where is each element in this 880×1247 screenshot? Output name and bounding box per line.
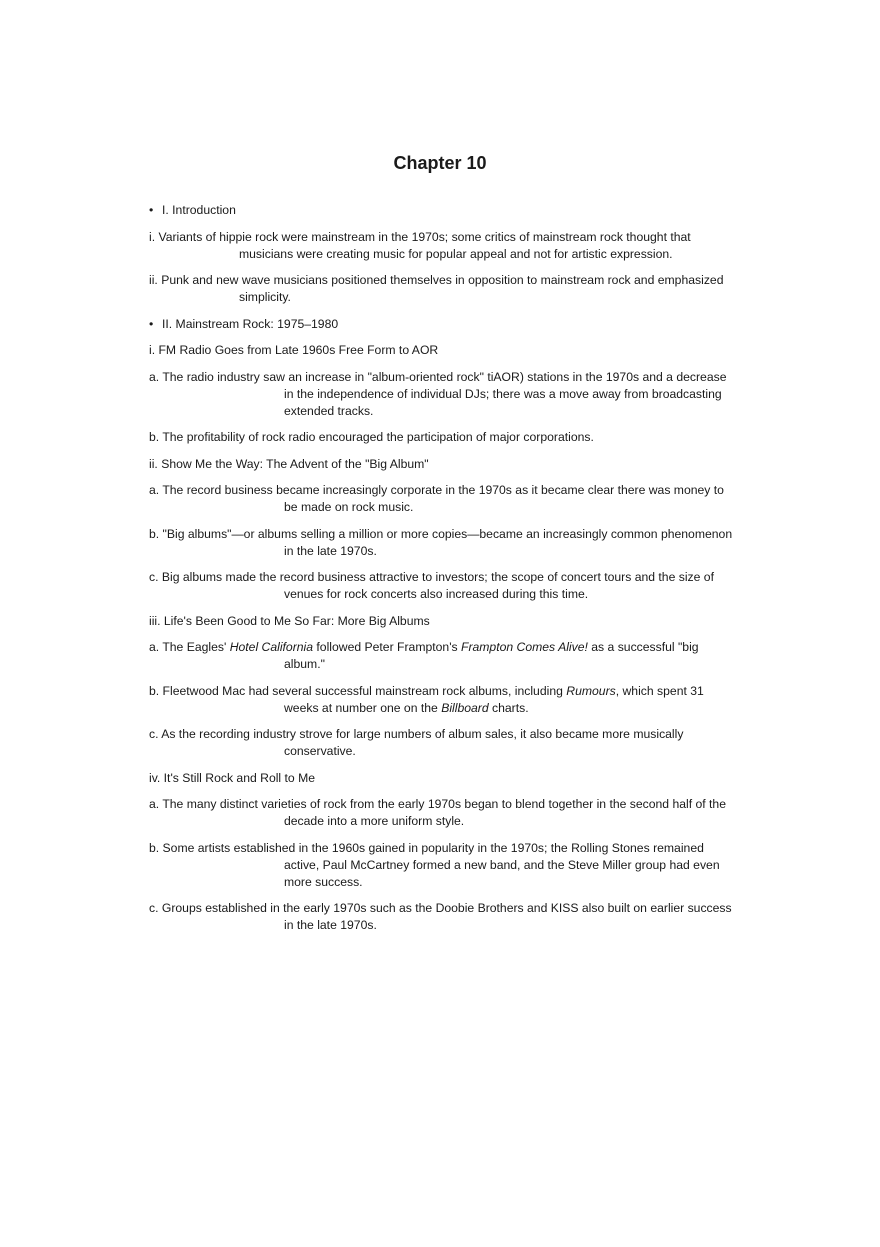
bullet-icon: • <box>149 203 154 217</box>
text-run: followed Peter Frampton's <box>313 640 461 654</box>
heading-text: I. Introduction <box>162 203 236 217</box>
subheading-more-big-albums: iii. Life's Been Good to Me So Far: More Big Albums <box>149 613 430 628</box>
heading-text: II. Mainstream Rock: 1975–1980 <box>162 316 339 331</box>
publication-billboard: Billboard <box>441 700 489 715</box>
text-run: b. Fleetwood Mac had several successful mainstream rock albums, including <box>149 683 567 698</box>
paragraph-intro-i: i. Variants of hippie rock were mainstream in the 1970s; some critics of mainstream rock thought that musicians were creating music for popular appeal and not for artistic expression. <box>149 229 691 261</box>
paragraph-big-a: a. The record business became increasingly corporate in the 1970s as it became clear there was money to be made on rock music. <box>149 483 724 514</box>
album-title-rumours: Rumours <box>566 683 616 698</box>
outline-heading-mainstream-rock <box>149 316 739 333</box>
page-title: Chapter 10 <box>393 153 487 173</box>
subheading-fm-radio: i. FM Radio Goes from Late 1960s Free Form to AOR <box>149 343 439 357</box>
bullet-icon: • <box>149 316 154 331</box>
paragraph-intro-ii: ii. Punk and new wave musicians positioned themselves in opposition to mainstream rock and emphasized simplicity. <box>149 273 724 304</box>
paragraph-life-b <box>149 683 739 717</box>
paragraph-life-a <box>149 639 739 673</box>
text-run: a. The Eagles' <box>149 640 230 654</box>
paragraph-fm-b: b. The profitability of rock radio encouraged the participation of major corporations. <box>149 430 594 444</box>
paragraph-big-c: c. Big albums made the record business attractive to investors; the scope of concert tours and the size of venues for rock concerts also increased during this time. <box>149 570 714 601</box>
text-run: , which spent 31 weeks at number one on the <box>284 683 704 715</box>
text-run: as a successful "big album." <box>284 640 699 671</box>
album-title-frampton-comes-alive: Frampton Comes Alive! <box>461 640 588 654</box>
paragraph-fm-a: a. The radio industry saw an increase in "album-oriented rock" tiAOR) stations in the 1970s and a decrease in the independence of individual DJs; there was a move away from broadcasting extended tracks. <box>149 369 727 418</box>
outline-heading-introduction <box>149 202 739 219</box>
document-body <box>149 202 739 944</box>
album-title-hotel-california: Hotel California <box>229 640 314 654</box>
text-run: charts. <box>488 700 529 715</box>
paragraph-life-c: c. As the recording industry strove for large numbers of album sales, it also became more musically conservative. <box>149 727 684 758</box>
paragraph-still-a: a. The many distinct varieties of rock from the early 1970s began to blend together in the second half of the decade into a more uniform style. <box>149 797 726 828</box>
subheading-big-album: ii. Show Me the Way: The Advent of the "Big Album" <box>149 456 429 471</box>
paragraph-still-c: c. Groups established in the early 1970s such as the Doobie Brothers and KISS also built on earlier success in the late 1970s. <box>149 901 732 932</box>
subheading-still-rock-and-roll: iv. It's Still Rock and Roll to Me <box>149 770 316 785</box>
paragraph-big-b: b. "Big albums"—or albums selling a million or more copies—became an increasingly common phenomenon in the late 1970s. <box>149 526 733 558</box>
paragraph-still-b: b. Some artists established in the 1960s gained in popularity in the 1970s; the Rolling Stones remained active, Paul McCartney formed a new band, and the Steve Miller group had even more success. <box>149 840 720 889</box>
